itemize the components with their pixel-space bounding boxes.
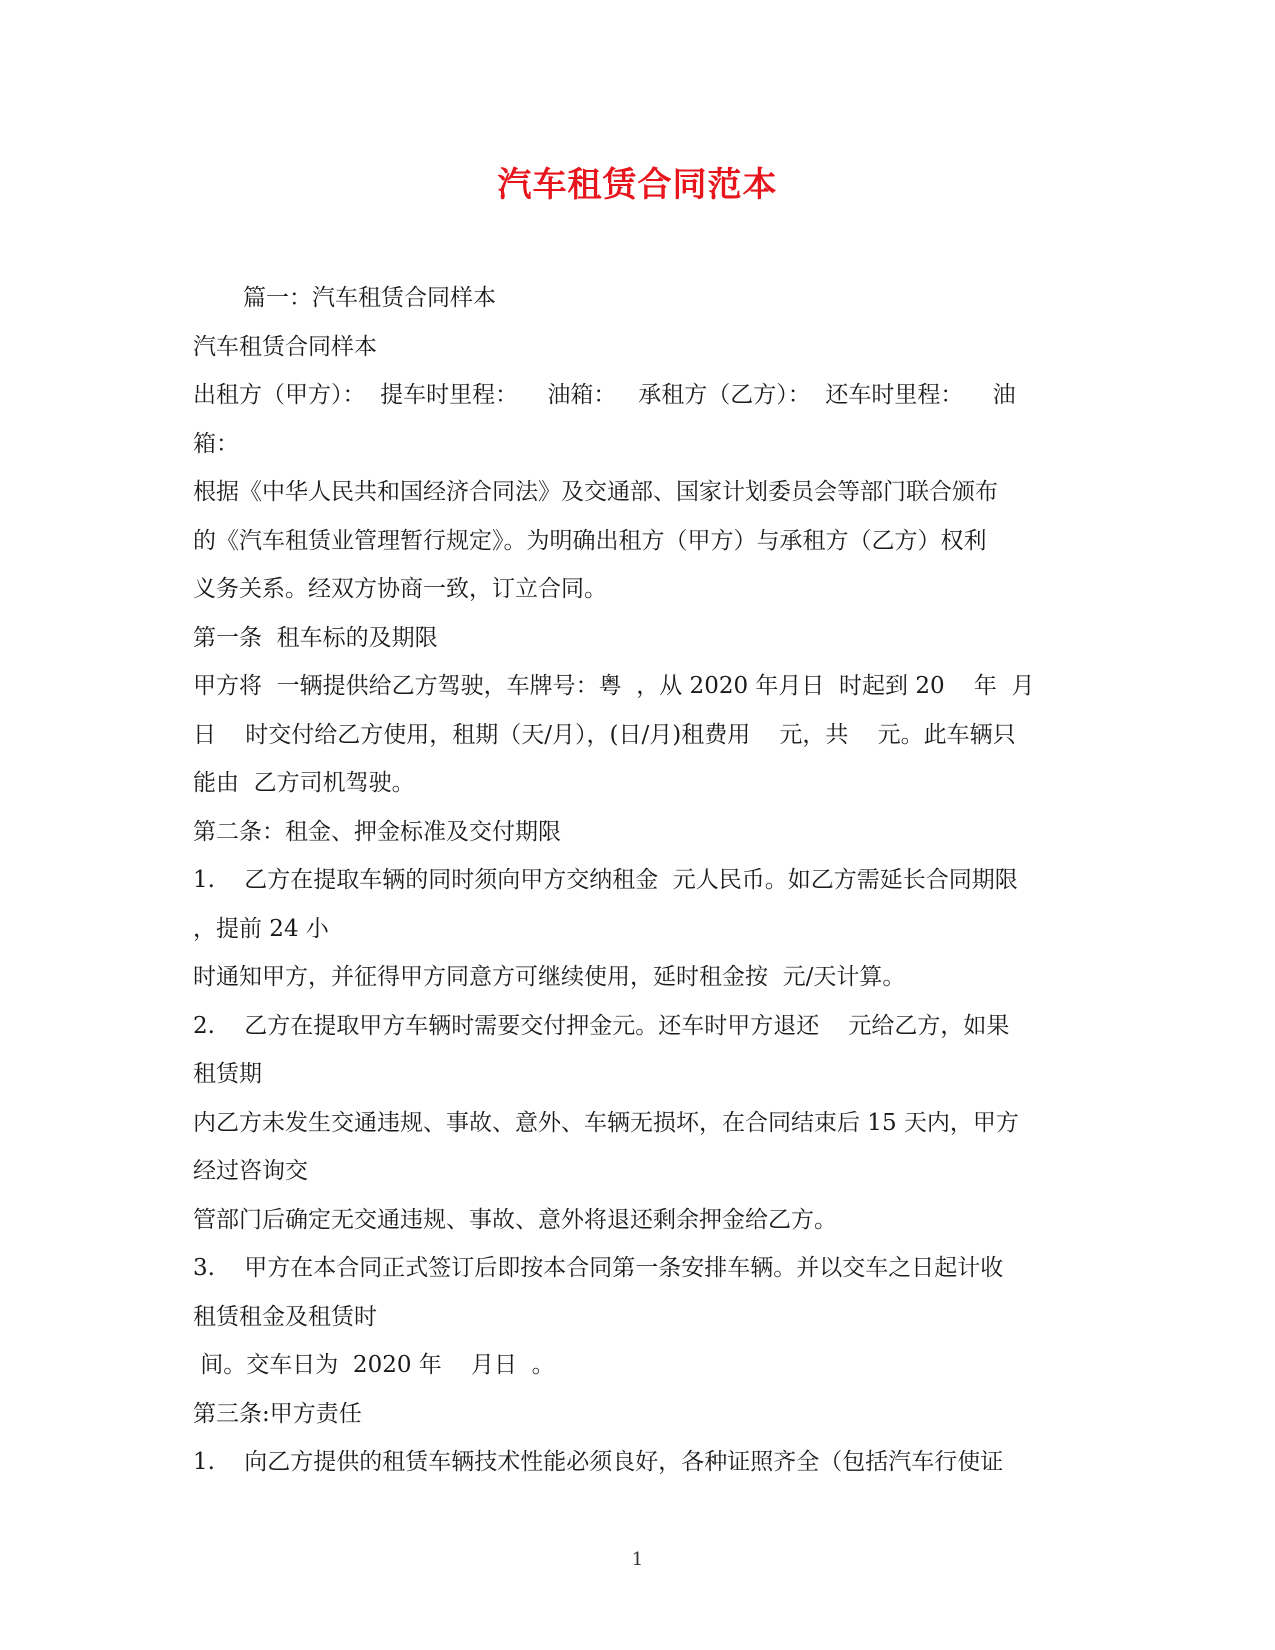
- clause-text: 1. 向乙方提供的租赁车辆技术性能必须良好，各种证照齐全（包括汽车行使证: [193, 1449, 1004, 1475]
- article-heading: 第一条 租车标的及期限: [193, 624, 438, 651]
- clause-text: 3. 甲方在本合同正式签订后即按本合同第一条安排车辆。并以交车之日起计收: [193, 1255, 1004, 1281]
- preamble-line: 的《汽车租赁业管理暂行规定》。为明确出租方（甲方）与承租方（乙方）权利: [193, 527, 987, 554]
- article-heading: 第三条:甲方责任: [193, 1400, 362, 1427]
- clause-text: 时通知甲方，并征得甲方同意方可继续使用，延时租金按 元/天计算。: [193, 964, 906, 990]
- preamble-line: 根据《中华人民共和国经济合同法》及交通部、国家计划委员会等部门联合颁布: [193, 479, 998, 505]
- clause-text: 1. 乙方在提取车辆的同时须向甲方交纳租金 元人民币。如乙方需延长合同期限: [193, 867, 1018, 893]
- page-number: 1: [631, 1549, 644, 1570]
- clause-text: 租赁租金及租赁时: [193, 1303, 377, 1330]
- document-body: [193, 274, 1083, 1487]
- preamble-line: 义务关系。经双方协商一致，订立合同。: [193, 576, 607, 602]
- article-text: 能由 乙方司机驾驶。: [193, 770, 415, 796]
- clause-text: 内乙方未发生交通违规、事故、意外、车辆无损坏，在合同结束后 15 天内，甲方: [193, 1109, 1019, 1136]
- clause-text: ，提前 24 小: [193, 915, 329, 942]
- article-text: 日 时交付给乙方使用，租期（天/月），(日/月)租费用 元，共 元。此车辆只: [193, 721, 1016, 748]
- document-title: 汽车租赁合同范本: [497, 165, 778, 205]
- parties-line: 出租方（甲方）： 提车时里程： 油箱： 承租方（乙方）： 还车时里程： 油: [193, 382, 1016, 408]
- contract-subtitle: 汽车租赁合同样本: [193, 333, 377, 360]
- parties-line-cont: 箱：: [193, 430, 239, 457]
- section-heading: 篇一：汽车租赁合同样本: [243, 285, 496, 311]
- clause-text: 管部门后确定无交通违规、事故、意外将退还剩余押金给乙方。: [193, 1206, 837, 1233]
- article-text: 甲方将 一辆提供给乙方驾驶，车牌号：粤 ，从 2020 年月日 时起到 20 年 月: [193, 673, 1035, 699]
- article-heading: 第二条：租金、押金标准及交付期限: [193, 818, 561, 845]
- clause-text: 2. 乙方在提取甲方车辆时需要交付押金元。还车时甲方退还 元给乙方，如果: [193, 1012, 1010, 1039]
- clause-text: 租赁期: [193, 1061, 262, 1087]
- clause-text: 间。交车日为 2020 年 月日 。: [193, 1352, 555, 1378]
- clause-text: 经过咨询交: [193, 1158, 308, 1184]
